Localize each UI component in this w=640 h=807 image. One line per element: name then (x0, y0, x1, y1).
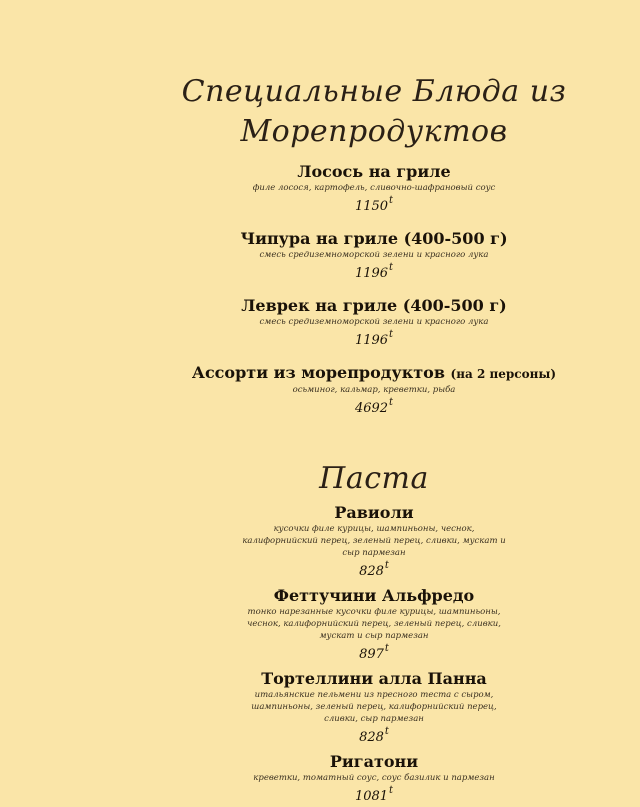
price-value: 1196 (354, 333, 389, 348)
menu-item (180, 229, 568, 284)
currency-sign: t (389, 262, 394, 273)
price-value: 897 (359, 647, 384, 662)
menu-item (180, 296, 568, 351)
item-description: смесь средиземноморской зелени и красного лука (259, 317, 489, 327)
item-description: креветки, томатный соус, соус базилик и пармезан (253, 773, 495, 783)
menu-column (180, 72, 568, 807)
item-name: Ригатони (329, 752, 419, 771)
price-value: 4692 (354, 401, 389, 416)
currency-sign: t (389, 195, 394, 206)
item-price (354, 397, 394, 419)
currency-sign: t (384, 726, 389, 737)
menu-item (180, 363, 568, 419)
item-description: кусочки филе курицы, шампиньоны, чеснок, калифорнийский перец, зеленый перец, сливки, мускат и сыр пармезан (242, 524, 506, 558)
item-price (359, 643, 389, 665)
price-value: 828 (359, 730, 384, 745)
item-name (180, 363, 568, 384)
price-value: 828 (359, 564, 384, 579)
item-name: Тортеллини алла Панна (261, 669, 487, 688)
menu-item (180, 669, 568, 748)
menu-item (180, 162, 568, 217)
price-value: 1196 (354, 266, 389, 281)
menu-item (180, 503, 568, 582)
item-description: итальянские пельмени из пресного теста с сыром, шампиньоны, зеленый перец, калифорнийский перец, сливки, сыр пармезан (251, 690, 497, 724)
currency-sign: t (384, 560, 389, 571)
item-price (354, 329, 394, 351)
section-title-line1: Специальные Блюда из (181, 74, 567, 109)
section-title-seafood (180, 72, 568, 152)
currency-sign: t (389, 329, 394, 340)
item-portion: (на 2 персоны) (450, 367, 557, 381)
item-description: филе лосося, картофель, сливочно-шафрановый соус (252, 183, 496, 193)
item-name: Равиоли (334, 503, 414, 522)
item-name: Чипура на гриле (400-500 г) (240, 229, 508, 248)
item-description: тонко нарезанные кусочки филе курицы, шампиньоны, чеснок, калифорнийский перец, зеленый перец, сливки, мускат и сыр пармезан (247, 607, 501, 641)
item-price (354, 262, 394, 284)
item-name: Леврек на гриле (400-500 г) (241, 296, 507, 315)
section-title-pasta: Паста (319, 461, 429, 496)
item-description: смесь средиземноморской зелени и красного лука (259, 250, 489, 260)
price-value: 1081 (354, 789, 389, 804)
menu-item (180, 586, 568, 665)
item-price (354, 785, 394, 807)
item-description: осьминог, кальмар, креветки, рыба (292, 385, 456, 395)
currency-sign: t (389, 397, 394, 408)
currency-sign: t (384, 643, 389, 654)
price-value: 1150 (354, 199, 389, 214)
item-price (359, 560, 389, 582)
section-title-line2: Морепродуктов (240, 114, 508, 149)
item-name: Феттучини Альфредо (273, 586, 475, 605)
item-name-text: Ассорти из морепродуктов (191, 363, 445, 382)
section-pasta (180, 459, 568, 807)
currency-sign: t (389, 785, 394, 796)
item-price (354, 195, 394, 217)
section-seafood (180, 72, 568, 419)
menu-item (180, 752, 568, 807)
item-name: Лосось на гриле (297, 162, 451, 181)
item-price (359, 726, 389, 748)
